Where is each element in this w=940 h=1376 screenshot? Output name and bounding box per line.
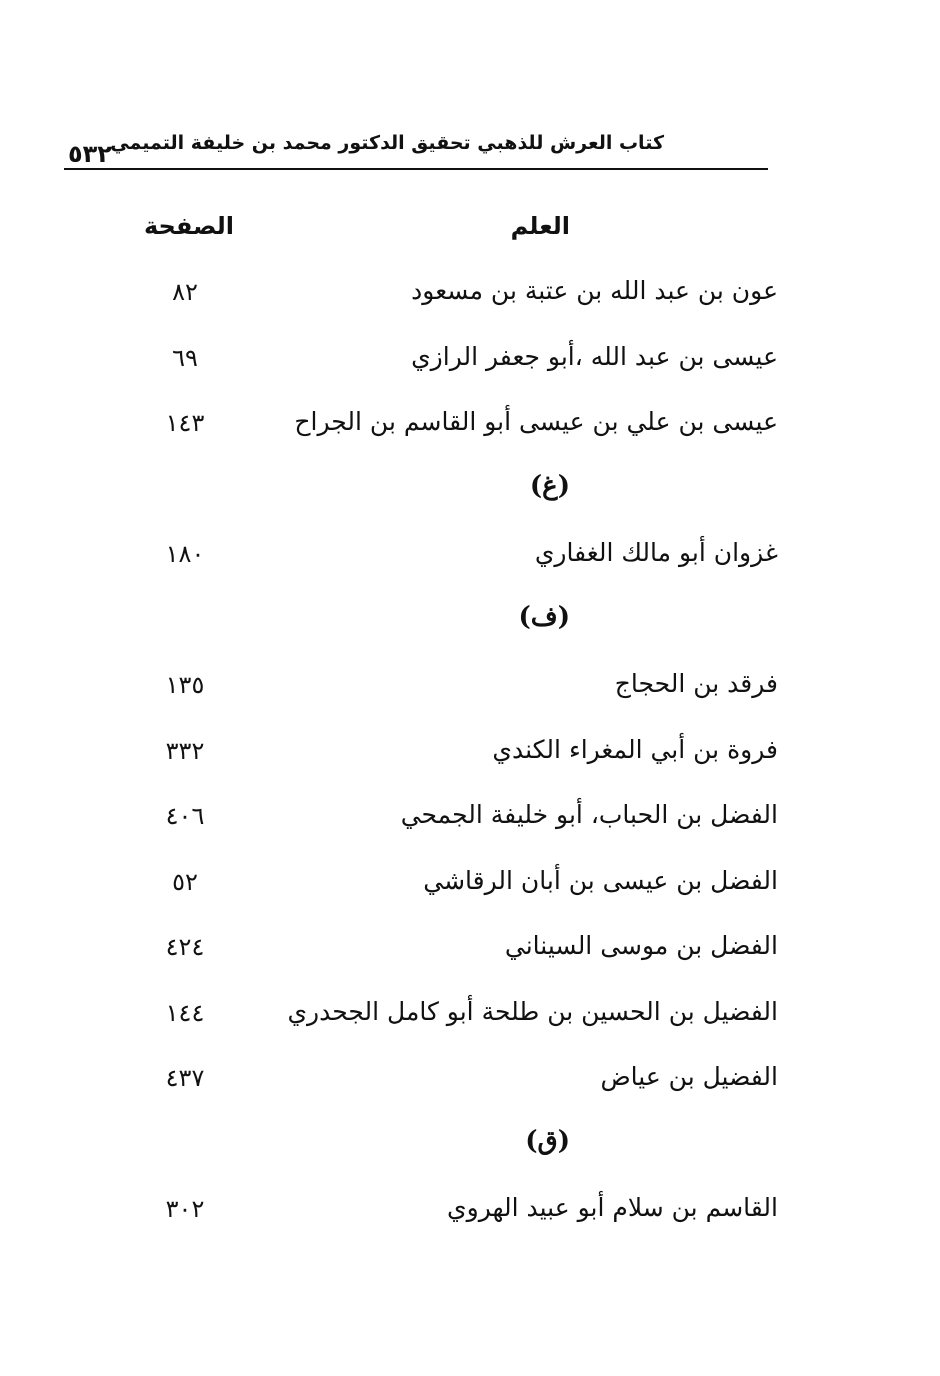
index-entry (0, 266, 940, 332)
entry-page: ٦٩ (172, 343, 198, 372)
entry-name: عيسى بن علي بن عيسى أبو القاسم بن الجراح (294, 407, 778, 436)
entry-name: فرقد بن الحجاج (614, 669, 778, 698)
letter-section-heading (0, 1118, 940, 1184)
entry-name: عيسى بن عبد الله ،أبو جعفر الرازي (411, 341, 778, 371)
entry-name: الفضيل بن عياض (600, 1062, 778, 1091)
index-entry (0, 332, 940, 398)
entry-name: الفضيل بن الحسين بن طلحة أبو كامل الجحدري (287, 996, 778, 1026)
entry-name: الفضل بن عيسى بن أبان الرقاشي (423, 865, 778, 895)
entry-page: ١٨٠ (165, 540, 205, 568)
book-title: كتاب العرش للذهبي تحقيق الدكتور محمد بن خليفة التميمي (110, 132, 664, 154)
index-entry (0, 856, 940, 922)
running-header (64, 128, 768, 170)
entry-page: ١٤٤ (165, 998, 205, 1027)
column-heading-page: الصفحة (144, 212, 235, 240)
index-entry (0, 397, 940, 463)
entry-page: ١٣٥ (165, 671, 205, 699)
entry-name: عون بن عبد الله بن عتبة بن مسعود (411, 276, 778, 305)
entry-name: القاسم بن سلام أبو عبيد الهروي (447, 1193, 778, 1222)
entry-name: الفضل بن الحباب، أبو خليفة الجمحي (400, 800, 778, 829)
entry-page: ٤٣٧ (165, 1064, 205, 1092)
entry-page: ٣٠٢ (165, 1195, 205, 1223)
letter-section-heading (0, 463, 940, 529)
column-heading-name: العلم (510, 212, 570, 240)
index-entry (0, 1052, 940, 1118)
letter-section-heading (0, 594, 940, 660)
entry-page: ٥٢ (172, 867, 198, 896)
entry-page: ٤٠٦ (165, 802, 205, 830)
index-entries (0, 266, 940, 1249)
index-entry (0, 987, 940, 1053)
index-entry (0, 725, 940, 791)
index-entry (0, 921, 940, 987)
entry-name: غزوان أبو مالك الغفاري (534, 538, 778, 567)
index-entry (0, 790, 940, 856)
index-entry (0, 659, 940, 725)
index-entry (0, 528, 940, 594)
index-entry (0, 1183, 940, 1249)
section-letter: (ف) (518, 601, 570, 632)
section-letter: (ق) (525, 1125, 570, 1156)
entry-name: الفضل بن موسى السيناني (504, 931, 778, 960)
entry-page: ١٤٣ (165, 409, 205, 437)
entry-page: ٨٢ (172, 278, 198, 306)
section-letter: (غ) (529, 470, 570, 501)
entry-name: فروة بن أبي المغراء الكندي (492, 734, 778, 764)
page-number: ٥٣٢ (68, 140, 112, 168)
entry-page: ٤٢٤ (165, 933, 205, 961)
entry-page: ٣٣٢ (165, 736, 205, 765)
